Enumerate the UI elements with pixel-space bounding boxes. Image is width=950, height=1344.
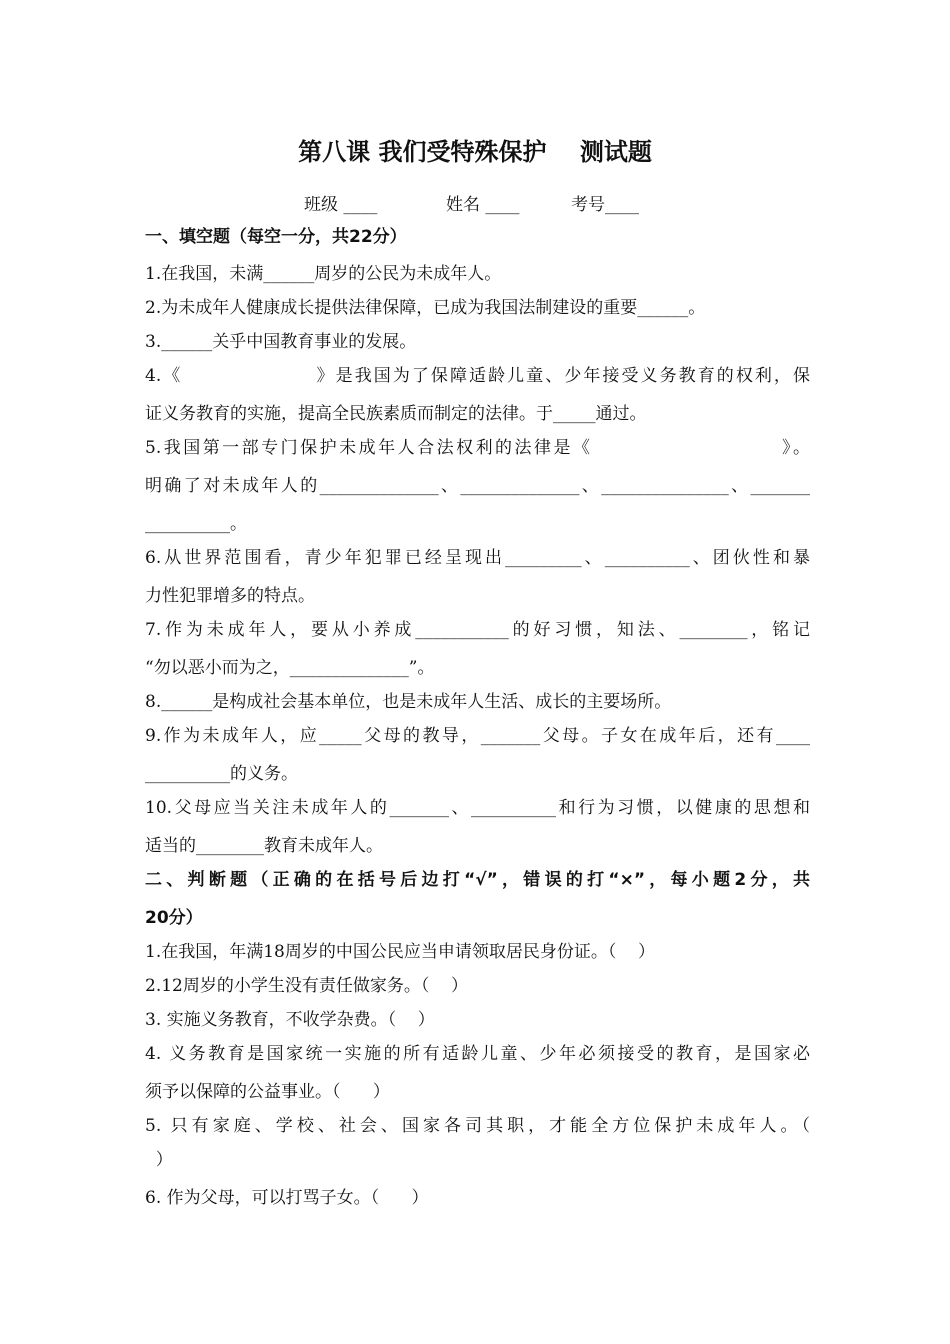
question-line: 6. 作为父母，可以打骂子女。（ ） <box>145 1188 429 1208</box>
question-line: 5.我国第一部专门保护未成年人合法权利的法律是《 》。 <box>145 438 810 458</box>
question-line: 4. 义务教育是国家统一实施的所有适龄儿童、少年必须接受的教育，是国家必 <box>145 1044 810 1064</box>
question-line: 证义务教育的实施，提高全民族素质而制定的法律。于_____通过。 <box>145 404 647 424</box>
name-field: 姓名 ____ <box>446 195 520 215</box>
question-line: 2.12周岁的小学生没有责任做家务。（ ） <box>145 976 468 996</box>
question-line: “勿以恶小而为之，______________”。 <box>145 658 435 678</box>
question-line: 9.作为未成年人，应_____父母的教导，_______父母。子女在成年后，还有____ <box>145 726 810 746</box>
question-line: 须予以保障的公益事业。（ ） <box>145 1082 390 1102</box>
question-line: 5. 只有家庭、学校、社会、国家各司其职，才能全方位保护未成年人。（ <box>145 1116 810 1136</box>
question-line: __________。 <box>145 514 247 534</box>
section-heading-true-false-cont: 20分） <box>145 908 203 928</box>
section-heading-true-false: 二、判断题（正确的在括号后边打“√”，错误的打“×”，每小题2分，共 <box>145 870 810 890</box>
question-line: 适当的________教育未成年人。 <box>145 836 383 856</box>
exam-number-field: 考号____ <box>571 195 639 215</box>
question-line: 6.从世界范围看，青少年犯罪已经呈现出_________、__________、团伙性和暴 <box>145 548 810 568</box>
question-line: ） <box>145 1150 173 1170</box>
question-line: 1.在我国，年满18周岁的中国公民应当申请领取居民身份证。（ ） <box>145 942 655 962</box>
class-field: 班级 ____ <box>304 195 378 215</box>
question-line: 2.为未成年人健康成长提供法律保障，已成为我国法制建设的重要______。 <box>145 298 706 318</box>
question-line: 1.在我国，未满______周岁的公民为未成年人。 <box>145 264 502 284</box>
page-title: 第八课 我们受特殊保护 测试题 <box>298 138 652 166</box>
question-line: 3.______关乎中国教育事业的发展。 <box>145 332 417 352</box>
question-line: 3. 实施义务教育，不收学杂费。（ ） <box>145 1010 435 1030</box>
question-line: 力性犯罪增多的特点。 <box>145 586 315 606</box>
question-line: 8.______是构成社会基本单位，也是未成年人生活、成长的主要场所。 <box>145 692 672 712</box>
question-line: __________的义务。 <box>145 764 298 784</box>
question-line: 明确了对未成年人的______________、______________、_______________、_______ <box>145 476 810 496</box>
question-line: 7.作为未成年人，要从小养成___________的好习惯，知法、________，铭记 <box>145 620 810 640</box>
question-line: 4.《 》是我国为了保障适龄儿童、少年接受义务教育的权利，保 <box>145 366 810 386</box>
question-line: 10.父母应当关注未成年人的_______、__________和行为习惯，以健康的思想和 <box>145 798 810 818</box>
section-heading-fill-blank: 一、填空题（每空一分，共22分） <box>145 227 407 247</box>
